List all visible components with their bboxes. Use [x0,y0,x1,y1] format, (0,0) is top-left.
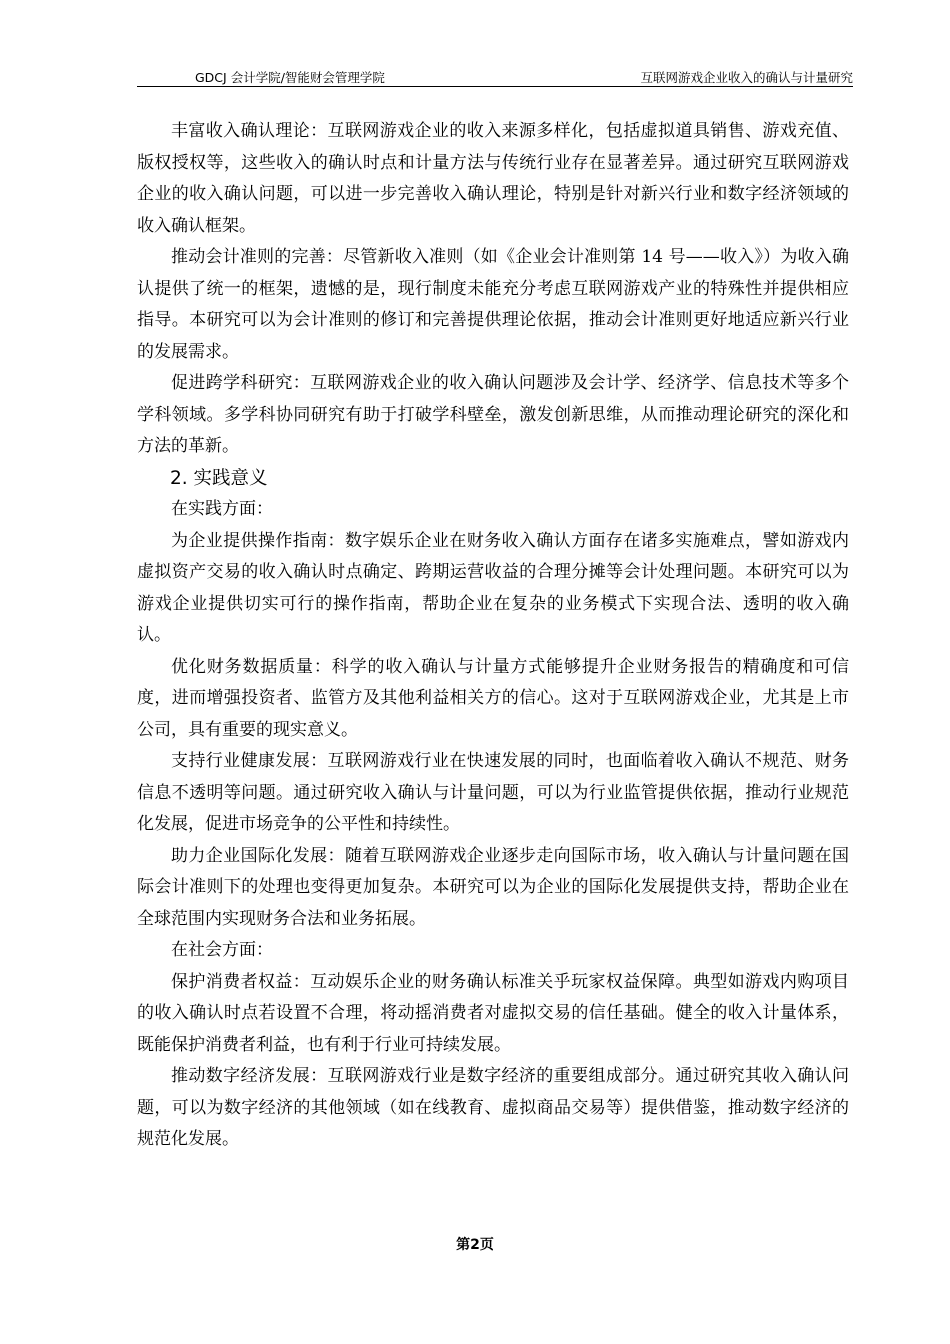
paragraph-theory-enrichment: 丰富收入确认理论：互联网游戏企业的收入来源多样化，包括虚拟道具销售、游戏充值、版权授权等，这些收入的确认时点和计量方法与传统行业存在显著差异。通过研究互联网游戏企业的收入确认问题，可以进一步完善收入确认理论，特别是针对新兴行业和数字经济领域的收入确认框架。 [137,121,849,236]
paragraph-digital-economy: 推动数字经济发展：互联网游戏行业是数字经济的重要组成部分。通过研究其收入确认问题，可以为数字经济的其他领域（如在线教育、虚拟商品交易等）提供借鉴，推动数字经济的规范化发展。 [137,1066,849,1149]
paragraph-consumer-protection: 保护消费者权益：互动娱乐企业的财务确认标准关乎玩家权益保障。典型如游戏内购项目的收入确认时点若设置不合理，将动摇消费者对虚拟交易的信任基础。健全的收入计量体系，既能保护消费者利益，也有利于行业可持续发展。 [137,971,849,1055]
paragraph-data-quality: 优化财务数据质量：科学的收入确认与计量方式能够提升企业财务报告的精确度和可信度，进而增强投资者、监管方及其他利益相关方的信心。这对于互联网游戏企业，尤其是上市公司，具有重要的现实意义。 [137,656,849,740]
paragraph-social-intro: 在社会方面： [171,940,273,960]
paragraph-practice-intro: 在实践方面： [171,499,273,519]
page-header [137,66,853,87]
paragraph-operation-guide: 为企业提供操作指南：数字娱乐企业在财务收入确认方面存在诸多实施难点，譬如游戏内虚拟资产交易的收入确认时点确定、跨期运营收益的合理分摊等会计处理问题。本研究可以为游戏企业提供切实可行的操作指南，帮助企业在复杂的业务模式下实现合法、透明的收入确认。 [137,530,849,645]
paragraph-interdisciplinary: 促进跨学科研究：互联网游戏企业的收入确认问题涉及会计学、经济学、信息技术等多个学科领域。多学科协同研究有助于打破学科壁垒，激发创新思维，从而推动理论研究的深化和方法的革新。 [137,373,849,456]
document-body [137,116,849,1156]
header-institution: GDCJ 会计学院/智能财会管理学院 [195,70,385,85]
page-number: 第2页 [456,1237,494,1253]
paragraph-standards-improvement: 推动会计准则的完善：尽管新收入准则（如《企业会计准则第 14 号——收入》）为收入确认提供了统一的框架，遗憾的是，现行制度未能充分考虑互联网游戏产业的特殊性并提供相应指导。本研究可以为会计准则的修订和完善提供理论依据，推动会计准则更好地适应新兴行业的发展需求。 [137,247,849,362]
section-heading-practical-significance: 2. 实践意义 [170,467,268,489]
paragraph-internationalization: 助力企业国际化发展：随着互联网游戏企业逐步走向国际市场，收入确认与计量问题在国际会计准则下的处理也变得更加复杂。本研究可以为企业的国际化发展提供支持，帮助企业在全球范围内实现财务合法和业务拓展。 [137,845,849,929]
paragraph-industry-development: 支持行业健康发展：互联网游戏行业在快速发展的同时，也面临着收入确认不规范、财务信息不透明等问题。通过研究收入确认与计量问题，可以为行业监管提供依据，推动行业规范化发展，促进市场竞争的公平性和持续性。 [137,751,849,834]
header-document-title: 互联网游戏企业收入的确认与计量研究 [640,70,853,85]
